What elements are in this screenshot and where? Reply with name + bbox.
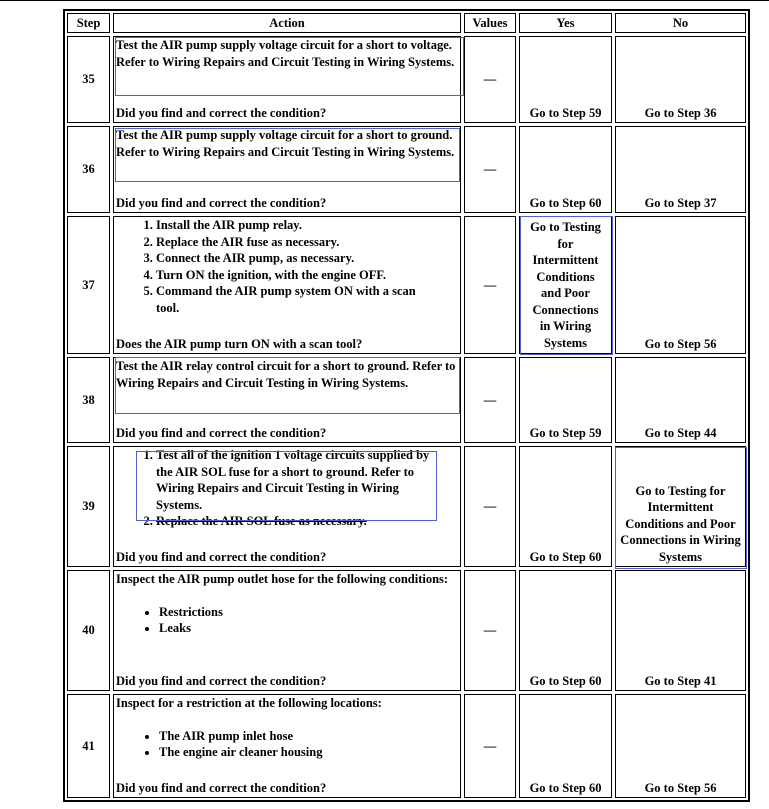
bullet-item: • Restrictions [159,604,458,621]
action-steps [116,217,458,316]
step-number: 36 [67,126,110,213]
action-cell [113,216,461,354]
diagnostic-table [63,9,750,802]
no-link[interactable]: Go to Step 56 [615,694,746,798]
action-question: Does the AIR pump turn ON with a scan tool? [116,336,363,351]
yes-link[interactable]: Go to Step 60 [519,570,612,691]
no-link[interactable]: Go to Step 44 [615,357,746,443]
no-link[interactable]: Go to Step 37 [615,126,746,213]
action-text: Test the AIR pump supply voltage circuit for a short to voltage. Refer to Wiring Repairs and Circuit Testing in Wiring Systems. [116,38,455,69]
action-step: 4. Turn ON the ignition, with the engine OFF. [156,267,458,284]
action-step: 2. Replace the AIR SOL fuse as necessary. [156,513,458,530]
action-bullets [116,604,458,637]
action-question: Did you find and correct the condition? [116,425,327,440]
step-number: 37 [67,216,110,354]
no-link[interactable]: Go to Step 56 [615,216,746,354]
action-question: Did you find and correct the condition? [116,195,327,210]
action-text: Test the AIR pump supply voltage circuit for a short to ground. Refer to Wiring Repairs and Circuit Testing in Wiring Systems. [116,128,455,159]
step-number: 38 [67,357,110,443]
header-yes: Yes [519,13,612,33]
action-text: Test the AIR relay control circuit for a short to ground. Refer to Wiring Repairs and Circuit Testing in Wiring Systems. [116,359,456,390]
yes-link[interactable]: Go to Step 60 [519,126,612,213]
action-cell [113,694,461,798]
values-cell: — [464,357,516,443]
action-step: 1. Test all of the ignition 1 voltage circuits supplied by the AIR SOL fuse for a short to ground. Refer to Wiring Repairs and Circuit Testing in Wiring Systems. [156,447,458,513]
step-number: 35 [67,36,110,123]
action-step: 2. Replace the AIR fuse as necessary. [156,234,458,251]
action-steps [116,447,458,530]
step-number: 41 [67,694,110,798]
action-cell [113,357,461,443]
action-cell [113,126,461,213]
action-cell [113,446,461,567]
values-cell: — [464,216,516,354]
action-text: Inspect the AIR pump outlet hose for the following conditions: [116,572,449,586]
yes-link[interactable]: Go to Step 60 [519,694,612,798]
action-step: 3. Connect the AIR pump, as necessary. [156,250,458,267]
bullet-item: • The engine air cleaner housing [159,744,458,761]
values-cell: — [464,694,516,798]
bullet-item: • Leaks [159,620,458,637]
action-question: Did you find and correct the condition? [116,549,327,564]
step-number: 40 [67,570,110,691]
yes-link[interactable]: Go to Step 59 [519,357,612,443]
header-step: Step [67,13,110,33]
action-step: 5. Command the AIR pump system ON with a scan tool. [156,283,458,316]
no-link[interactable]: Go to Testing for Intermittent Conditions and Poor Connections in Wiring Systems [615,446,746,567]
top-rule [0,0,769,1]
values-cell: — [464,36,516,123]
action-text: Inspect for a restriction at the following locations: [116,696,382,710]
action-step: 1. Install the AIR pump relay. [156,217,458,234]
header-values: Values [464,13,516,33]
step-number: 39 [67,446,110,567]
values-cell: — [464,126,516,213]
yes-link[interactable]: Go to Step 59 [519,36,612,123]
action-question: Did you find and correct the condition? [116,105,327,120]
action-bullets [116,728,458,761]
values-cell: — [464,446,516,567]
yes-link[interactable]: Go to Step 60 [519,446,612,567]
action-question: Did you find and correct the condition? [116,780,327,795]
yes-link[interactable]: Go to Testing for Intermittent Conditions and Poor Connections in Wiring Systems [519,216,612,354]
action-cell [113,36,461,123]
header-action: Action [113,13,461,33]
action-cell [113,570,461,691]
header-no: No [615,13,746,33]
values-cell: — [464,570,516,691]
no-link[interactable]: Go to Step 41 [615,570,746,691]
action-question: Did you find and correct the condition? [116,673,327,688]
bullet-item: • The AIR pump inlet hose [159,728,458,745]
no-link[interactable]: Go to Step 36 [615,36,746,123]
